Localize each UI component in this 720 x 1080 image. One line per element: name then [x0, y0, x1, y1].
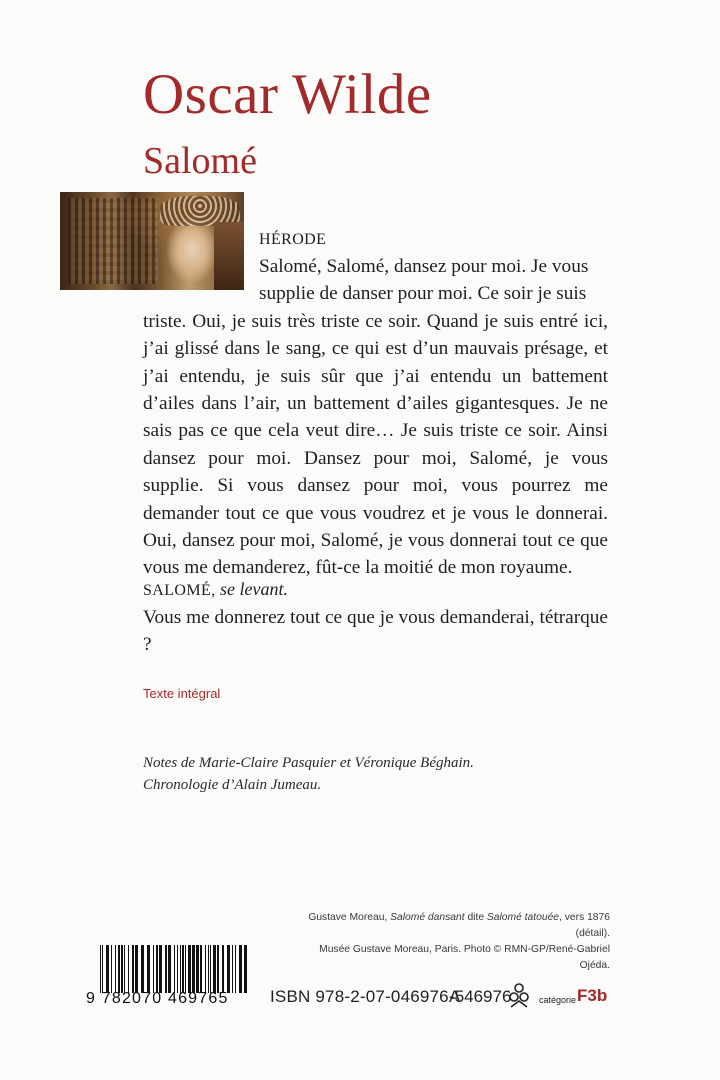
barcode-bar: [185, 945, 186, 993]
barcode-bar: [180, 945, 181, 993]
editorial-notes: [143, 752, 474, 796]
speech-text: Vous me donnerez tout ce que je vous demanderai, tétrarque ?: [143, 607, 608, 656]
credit-work-title: Salomé dansant: [390, 912, 465, 923]
barcode-bar: [217, 945, 219, 993]
barcode-bar: [177, 945, 178, 993]
barcode-digits: 9 782070 469765: [86, 990, 229, 1007]
integral-text-label: Texte intégral: [143, 686, 221, 701]
speech-text: triste. Oui, je suis très triste ce soir. Quand je suis entré ici, j’ai glissé dans le sang, ce qui est d’un mauvais présage, et j’ai entendu, je suis sûr que j’ai entendu un battement d’ailes dans l’air, un battement d’ailes gigantesques. Je ne sais pas ce que cela veut dire… Je suis triste ce soir. Ainsi dansez pour moi. Dansez pour moi, Salomé, je vous supplie. Si vous dansez pour moi, vous pourrez me demander tout ce que vous voudrez et je vous le donnerai. Oui, dansez pour moi, Salomé, je vous donnerai tout ce que vous me demanderez, fût-ce la moitié de mon royaume.: [143, 310, 608, 579]
credit-line-2: Musée Gustave Moreau, Paris. Photo © RMN-GP/René-Gabriel Ojéda.: [319, 944, 610, 971]
barcode-bar: [135, 945, 138, 993]
speech-line: supplie de danser pour moi. Ce soir je suis: [259, 283, 587, 305]
barcode-bar: [111, 945, 112, 993]
barcode-bar: [227, 945, 230, 993]
barcode-bar: [222, 945, 224, 993]
barcode-bar: [213, 945, 216, 993]
barcode-bar: [165, 945, 167, 993]
speaker-salome: SALOMÉ,: [143, 582, 216, 599]
credit-date: , vers 1876 (détail).: [559, 912, 610, 939]
barcode-bar: [106, 945, 109, 993]
barcode-bar: [124, 945, 125, 993]
speaker-herode: HÉRODE: [259, 231, 327, 248]
barcode-bar: [153, 945, 154, 993]
book-title: Salomé: [143, 140, 257, 182]
category-code: F3b: [577, 986, 608, 1005]
barcode-bar: [196, 945, 199, 993]
isbn-number: ISBN 978-2-07-046976-5: [270, 987, 465, 1006]
barcode-bar: [208, 945, 209, 993]
stage-direction: se levant.: [220, 579, 288, 599]
barcode-bar: [210, 945, 211, 993]
edition-code: A 46976: [449, 987, 512, 1006]
category-label: catégorie: [539, 995, 577, 1005]
barcode-bar: [244, 945, 247, 993]
barcode-bar: [100, 945, 101, 993]
excerpt-herode: [143, 226, 608, 582]
barcode-bar: [147, 945, 150, 993]
notes-line: Notes de Marie-Claire Pasquier et Véronique Béghain.: [143, 755, 474, 771]
barcode-bar: [115, 945, 116, 993]
barcode-bar: [205, 945, 206, 993]
barcode-bar: [174, 945, 175, 993]
excerpt-salome: [143, 576, 608, 659]
barcode-bar: [121, 945, 123, 993]
barcode-bar: [168, 945, 171, 993]
barcode-bar: [188, 945, 191, 993]
barcode-bar: [182, 945, 184, 993]
credit-connector: dite: [464, 912, 487, 923]
barcode-bar: [156, 945, 158, 993]
barcode-bar: [192, 945, 195, 993]
barcode-bar: [232, 945, 233, 993]
author-name: Oscar Wilde: [143, 63, 432, 126]
barcode-bar: [128, 945, 129, 993]
barcode-bar: [159, 945, 162, 993]
speech-line: Salomé, Salomé, dansez pour moi. Je vous: [259, 256, 589, 277]
barcode-bar: [132, 945, 134, 993]
barcode-bar: [102, 945, 103, 993]
barcode: [86, 945, 256, 1015]
barcode-bar: [200, 945, 202, 993]
chronology-line: Chronologie d’Alain Jumeau.: [143, 777, 322, 793]
barcode-bar: [235, 945, 236, 993]
barcode-bar: [118, 945, 120, 993]
barcode-bar: [239, 945, 242, 993]
publisher-emblem-icon: [507, 982, 531, 1010]
credit-line-1: [300, 910, 610, 942]
credit-alt-title: Salomé tatouée: [486, 912, 560, 923]
image-credit: [300, 910, 610, 974]
barcode-bar: [141, 945, 144, 993]
credit-artist: Gustave Moreau,: [308, 912, 391, 923]
barcode-bars: [100, 945, 250, 993]
